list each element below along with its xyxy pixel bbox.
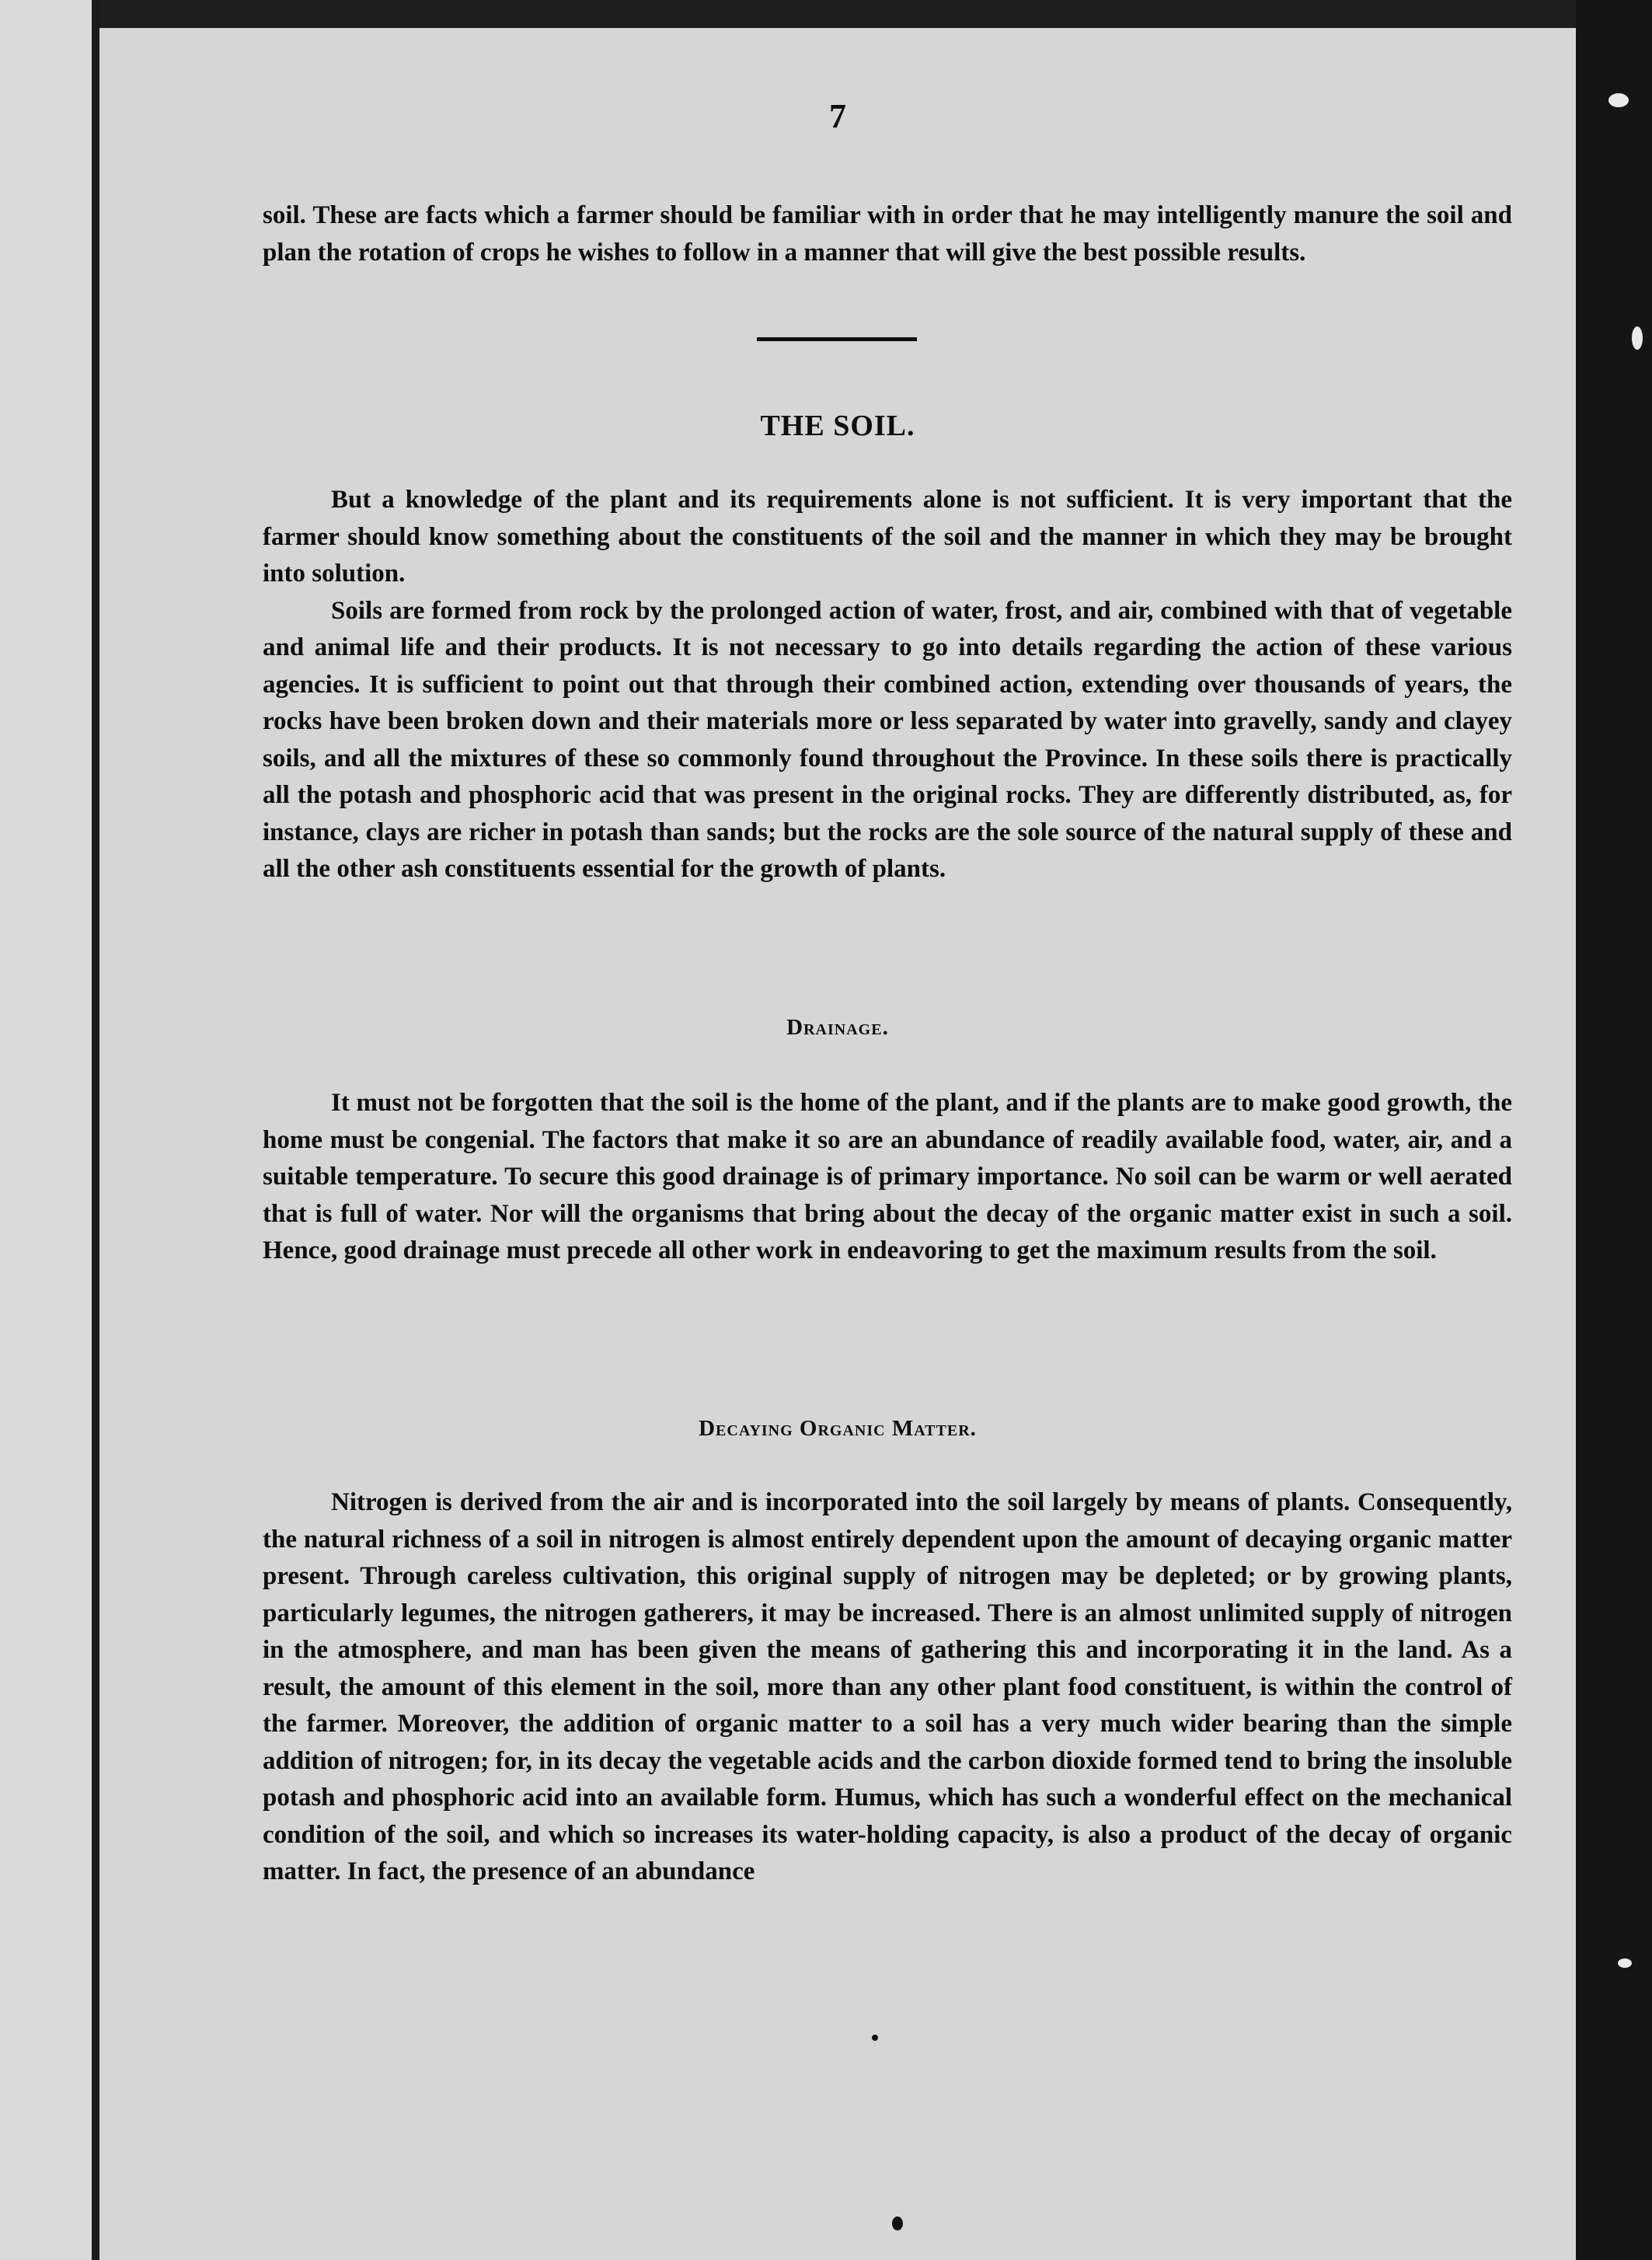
section-heading-decaying-organic-matter: Decaying Organic Matter.	[699, 1416, 977, 1441]
section-heading-drainage: Drainage.	[786, 1015, 889, 1040]
scan-top-border	[0, 0, 1652, 28]
scan-left-fold-line	[92, 0, 99, 2260]
document-page	[99, 28, 1576, 2260]
scan-speck	[1608, 93, 1629, 107]
section-body-drainage	[263, 1085, 1512, 1270]
scan-speck	[1618, 1958, 1632, 1968]
scan-left-margin	[0, 0, 92, 2260]
section-heading-the-soil: THE SOIL.	[760, 410, 915, 442]
section-divider	[757, 337, 917, 341]
section-body-decaying-organic-matter	[263, 1484, 1512, 1891]
scan-speck	[1632, 326, 1643, 350]
page-number: 7	[829, 97, 846, 135]
ink-dot	[872, 2035, 878, 2041]
paragraph: But a knowledge of the plant and its requirements alone is not sufficient. It is very important that the farmer should know something about the constituents of the soil and the manner in which they may be brought into solution.	[263, 486, 1512, 588]
intro-paragraph	[263, 197, 1512, 271]
section-body-the-soil	[263, 482, 1512, 888]
paragraph: soil. These are facts which a farmer should be familiar with in order that he may intelligently manure the soil and plan the rotation of crops he wishes to follow in a manner that will give the best possible results.	[263, 201, 1512, 267]
ink-blot	[892, 2216, 903, 2230]
paragraph: It must not be forgotten that the soil is the home of the plant, and if the plants are to make good growth, the home must be congenial. The factors that make it so are an abundance of readily available food, water, air, and a suitable temperature. To secure this good drainage is of primary importance. No soil can be warm or well aerated that is full of water. Nor will the organisms that bring about the decay of the organic matter exist in such a soil. Hence, good drainage must precede all other work in endeavoring to get the maximum results from the soil.	[263, 1089, 1512, 1264]
paragraph: Soils are formed from rock by the prolonged action of water, frost, and air, combined with that of vegetable and animal life and their products. It is not necessary to go into details regarding the action of these various agencies. It is sufficient to point out that through their combined action, extending over thousands of years, the rocks have been broken down and their materials more or less separated by water into gravelly, sandy and clayey soils, and all the mixtures of these so commonly found throughout the Province. In these soils there is practically all the potash and phosphoric acid that was present in the original rocks. They are differently distributed, as, for instance, clays are richer in potash than sands; but the rocks are the sole source of the natural supply of these and all the other ash constituents essential for the growth of plants.	[263, 596, 1512, 883]
paragraph: Nitrogen is derived from the air and is incorporated into the soil largely by means of plants. Consequently, the natural richness of a soil in nitrogen is almost entirely dependent upon the amount of decaying organic matter present. Through careless cultivation, this original supply of nitrogen may be depleted; or by growing plants, particularly legumes, the nitrogen gatherers, it may be increased. There is an almost unlimited supply of nitrogen in the atmosphere, and man has been given the means of gathering this and incorporating it in the land. As a result, the amount of this element in the soil, more than any other plant food constituent, is within the control of the farmer. Moreover, the addition of organic matter to a soil has a very much wider bearing than the simple addition of nitrogen; for, in its decay the vegetable acids and the carbon dioxide formed tend to bring the insoluble potash and phosphoric acid into an available form. Humus, which has such a wonderful effect on the mechanical condition of the soil, and which so increases its water-holding capacity, is also a product of the decay of organic matter. In fact, the presence of an abundance	[263, 1488, 1512, 1885]
